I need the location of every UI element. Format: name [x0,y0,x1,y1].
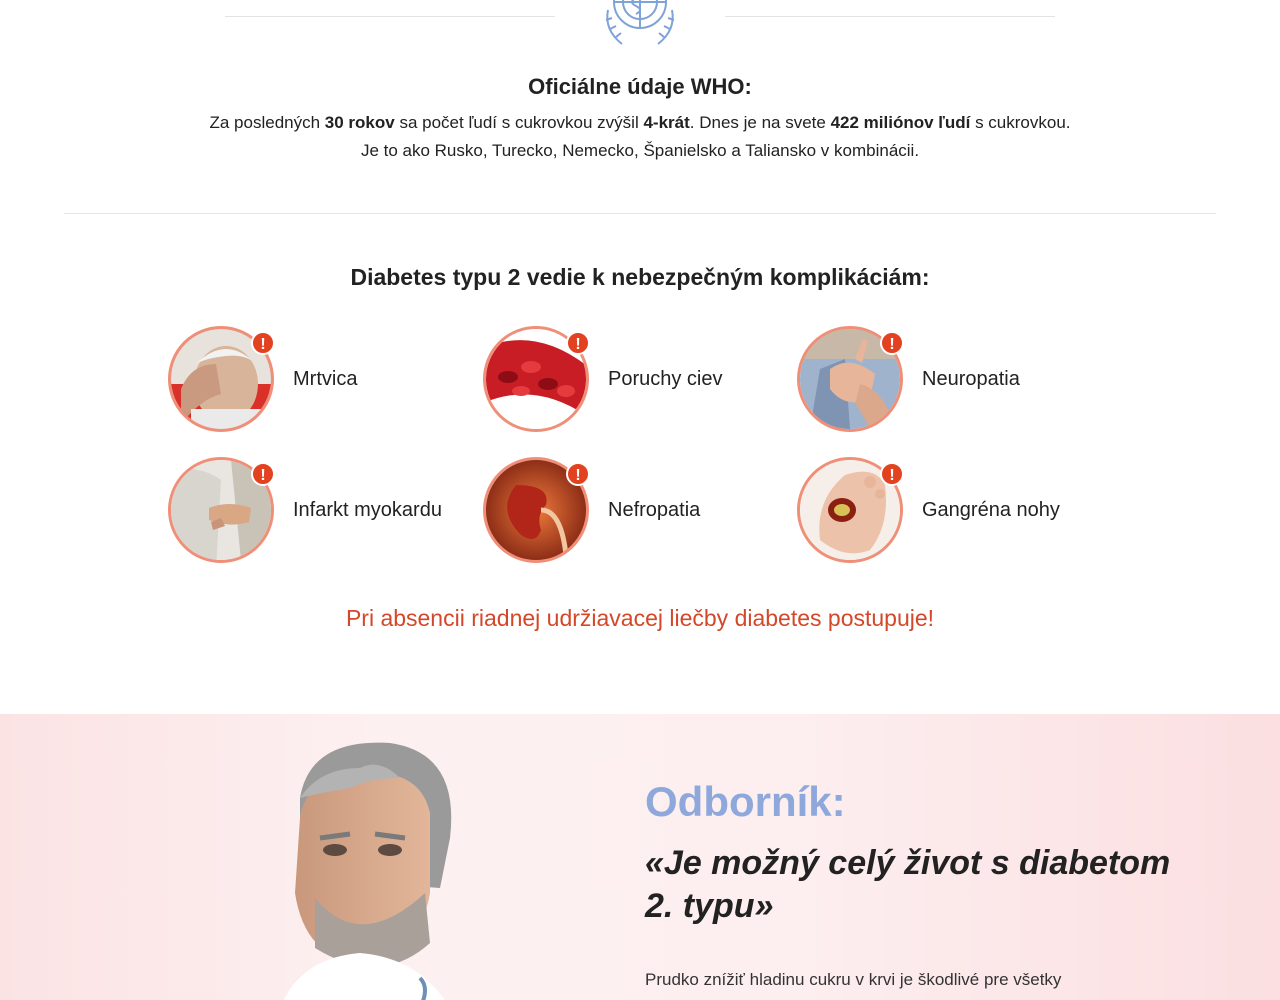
divider-line-right [725,16,1055,17]
expert-section [0,714,1280,1000]
alert-badge-icon: ! [251,462,275,486]
complication-image [483,326,589,432]
complication-vessels [483,326,793,432]
complication-image [483,457,589,563]
complication-stroke [168,326,478,432]
who-facts [0,109,1280,165]
complication-image [797,457,903,563]
complication-label: Nefropatia [608,498,701,521]
who-facts-line-2: Je to ako Rusko, Turecko, Nemecko, Španielsko a Taliansko v kombinácii. [360,141,920,160]
expert-quote: «Je možný celý život s diabetom 2. typu» [645,844,1171,925]
complication-label: Mrtvica [293,367,358,390]
complication-label: Poruchy ciev [608,367,723,390]
doctor-portrait-photo [240,738,500,1000]
alert-badge-icon: ! [880,462,904,486]
complication-nephropathy [483,457,793,563]
alert-badge-icon: ! [880,331,904,355]
complication-image [168,457,274,563]
alert-badge-icon: ! [566,462,590,486]
who-emblem-icon [590,0,690,56]
divider-line-left [225,16,555,17]
complications-title: Diabetes typu 2 vedie k nebezpečným komplikáciám: [350,264,930,290]
alert-badge-icon: ! [566,331,590,355]
complication-label: Infarkt myokardu [293,498,442,521]
who-facts-line-1: Za posledných 30 rokov sa počet ľudí s cukrovkou zvýšil 4-krát. Dnes je na svete 422 miliónov ľudí s cukrovkou. [209,113,1071,132]
progression-warning: Pri absencii riadnej udržiavacej liečby diabetes postupuje! [345,605,935,631]
section-divider [64,213,1216,214]
complication-image [797,326,903,432]
complications-grid [168,326,1128,566]
who-header [0,0,1280,60]
complication-neuropathy [797,326,1107,432]
expert-label: Odborník: [645,778,846,825]
complication-label: Neuropatia [922,367,1020,390]
expert-text: Prudko znížiť hladinu cukru v krvi je škodlivé pre všetky [645,970,1062,989]
complication-gangrene [797,457,1107,563]
who-title: Oficiálne údaje WHO: [528,74,752,99]
complication-infarction [168,457,478,563]
complication-image [168,326,274,432]
alert-badge-icon: ! [251,331,275,355]
complication-label: Gangréna nohy [922,498,1060,521]
